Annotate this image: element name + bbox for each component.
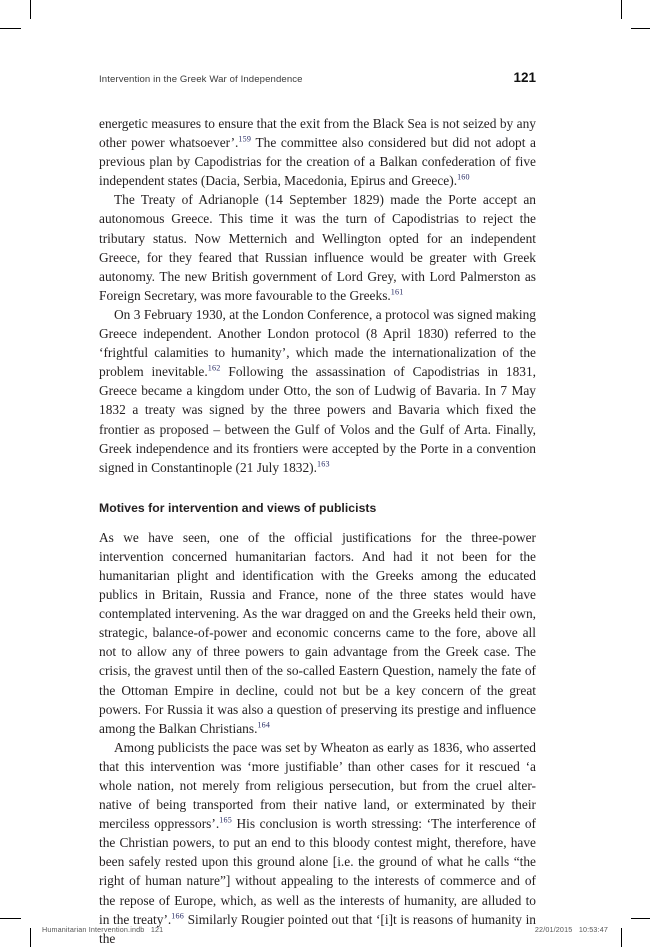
paragraph-1-text-a: energetic measures to ensure that the exit from the Black Sea is not seized by any other power whatsoever’. — [99, 116, 536, 151]
section-spacer-above — [99, 477, 536, 501]
crop-mark-bottom-left-vertical — [30, 928, 31, 947]
footnote-marker-160: 160 — [457, 172, 470, 182]
crop-mark-top-left-vertical — [30, 0, 31, 19]
paragraph-1 — [99, 114, 536, 190]
running-head-title: Intervention in the Greek War of Independence — [99, 74, 303, 85]
sheet-footer-timestamp: 22/01/2015 10:53:47 — [534, 925, 608, 934]
crop-mark-top-right-vertical — [621, 0, 622, 19]
paragraph-5-text-b: His conclusion is worth stressing: ‘The interference of the Christian powers, to put an end to this bloody contest might, therefore, have been safely rested upon this ground alone [i.e. the ground of what he calls “the right of human nature”] without appealing to the interests of commerce and of the repose of Europe, which, as well as the interests of humanity, are alluded to in the treaty’. — [99, 816, 537, 927]
footnote-marker-161: 161 — [390, 287, 404, 297]
page-content — [99, 70, 536, 948]
paragraph-2-text: The Treaty of Adrianople (14 September 1829) made the Porte accept an autonomous Greece. This time it was the turn of Capodistrias to reject the tributary status. Now Metternich and Wellington opted for an independent Greece, for they feared that Russian influence would be greater with Greek autonomy. The new British government of Lord Grey, with Lord Palmerston as Foreign Secretary, was more favourable to the Greeks. — [99, 192, 536, 303]
paragraph-3 — [99, 305, 536, 477]
sheet-footer — [42, 925, 608, 934]
page-number: 121 — [513, 70, 536, 85]
crop-mark-top-right-horizontal — [631, 28, 650, 29]
crop-mark-bottom-left-horizontal — [0, 918, 21, 919]
footnote-marker-166: 166 — [171, 911, 185, 921]
crop-mark-top-left-horizontal — [0, 28, 21, 29]
sheet-footer-filename: Humanitarian Intervention.indb 121 — [42, 925, 164, 934]
footnote-marker-165: 165 — [219, 815, 232, 825]
footnote-marker-162: 162 — [207, 363, 221, 373]
paragraph-2 — [99, 190, 536, 305]
running-head — [99, 70, 536, 85]
paragraph-4-text: As we have seen, one of the official justifications for the three-power intervention concerned humanitarian factors. And had it not been for the humanitarian plight and identification with the Greeks among the educated publics in Britain, Russia and France, none of the three states would have contemplated intervening. As the war dragged on and the Greeks held their own, strategic, balance-of-power and economic concerns came to the fore, above all not to allow any of three powers to gain advantage from the Greek case. The crisis, the gravest until then of the so-called Eastern Question, namely the fate of the Ottoman Empire in decline, could not but be a key concern of the great powers. For Russia it was also a question of preserving its prestige and influence among the Balkan Christians. — [99, 529, 536, 736]
paragraph-5-text-c: Similarly Rougier pointed out that ‘[i]t is reasons of humanity in the — [99, 911, 536, 946]
section-heading: Motives for intervention and views of publicists — [99, 500, 377, 515]
footnote-marker-159: 159 — [238, 134, 252, 144]
crop-mark-bottom-right-horizontal — [631, 918, 650, 919]
paragraph-5 — [99, 738, 536, 948]
crop-mark-bottom-right-vertical — [621, 928, 622, 947]
section-spacer-below — [99, 515, 536, 528]
paragraph-5-text-a: Among publicists the pace was set by Wheaton as early as 1836, who asserted that this intervention was ‘more justifiable’ than other cases for it rescued ‘a whole nation, not merely from religious persecution, but from the cruel alter-native of being transported from their native land, or exterminated by their merciless oppressors’. — [99, 739, 536, 832]
paragraph-1-text-b: The committee also considered but did not adopt a previous plan by Capodistrias for the creation of a Balkan confederation of five independent states (Dacia, Serbia, Macedonia, Epirus and Greece). — [99, 135, 536, 189]
footnote-marker-164: 164 — [257, 720, 271, 730]
paragraph-3-text-a: On 3 February 1930, at the London Conference, a protocol was signed making Greece independent. Another London protocol (8 April 1830) referred to the ‘frightful calamities to humanity’, which made the internationalization of the problem inevitable. — [99, 306, 536, 380]
footnote-marker-163: 163 — [316, 459, 330, 469]
paragraph-3-text-b: Following the assassination of Capodistrias in 1831, Greece became a kingdom under Otto, the son of Ludwig of Bavaria. In 7 May 1832 a treaty was signed by the three powers and Bavaria which fixed the frontier as proposed – between the Gulf of Volos and the Gulf of Arta. Finally, Greek independence and its frontiers were accepted by the Porte in a convention signed in Constantinople (21 July 1832). — [99, 364, 537, 475]
paragraph-4 — [99, 528, 536, 738]
